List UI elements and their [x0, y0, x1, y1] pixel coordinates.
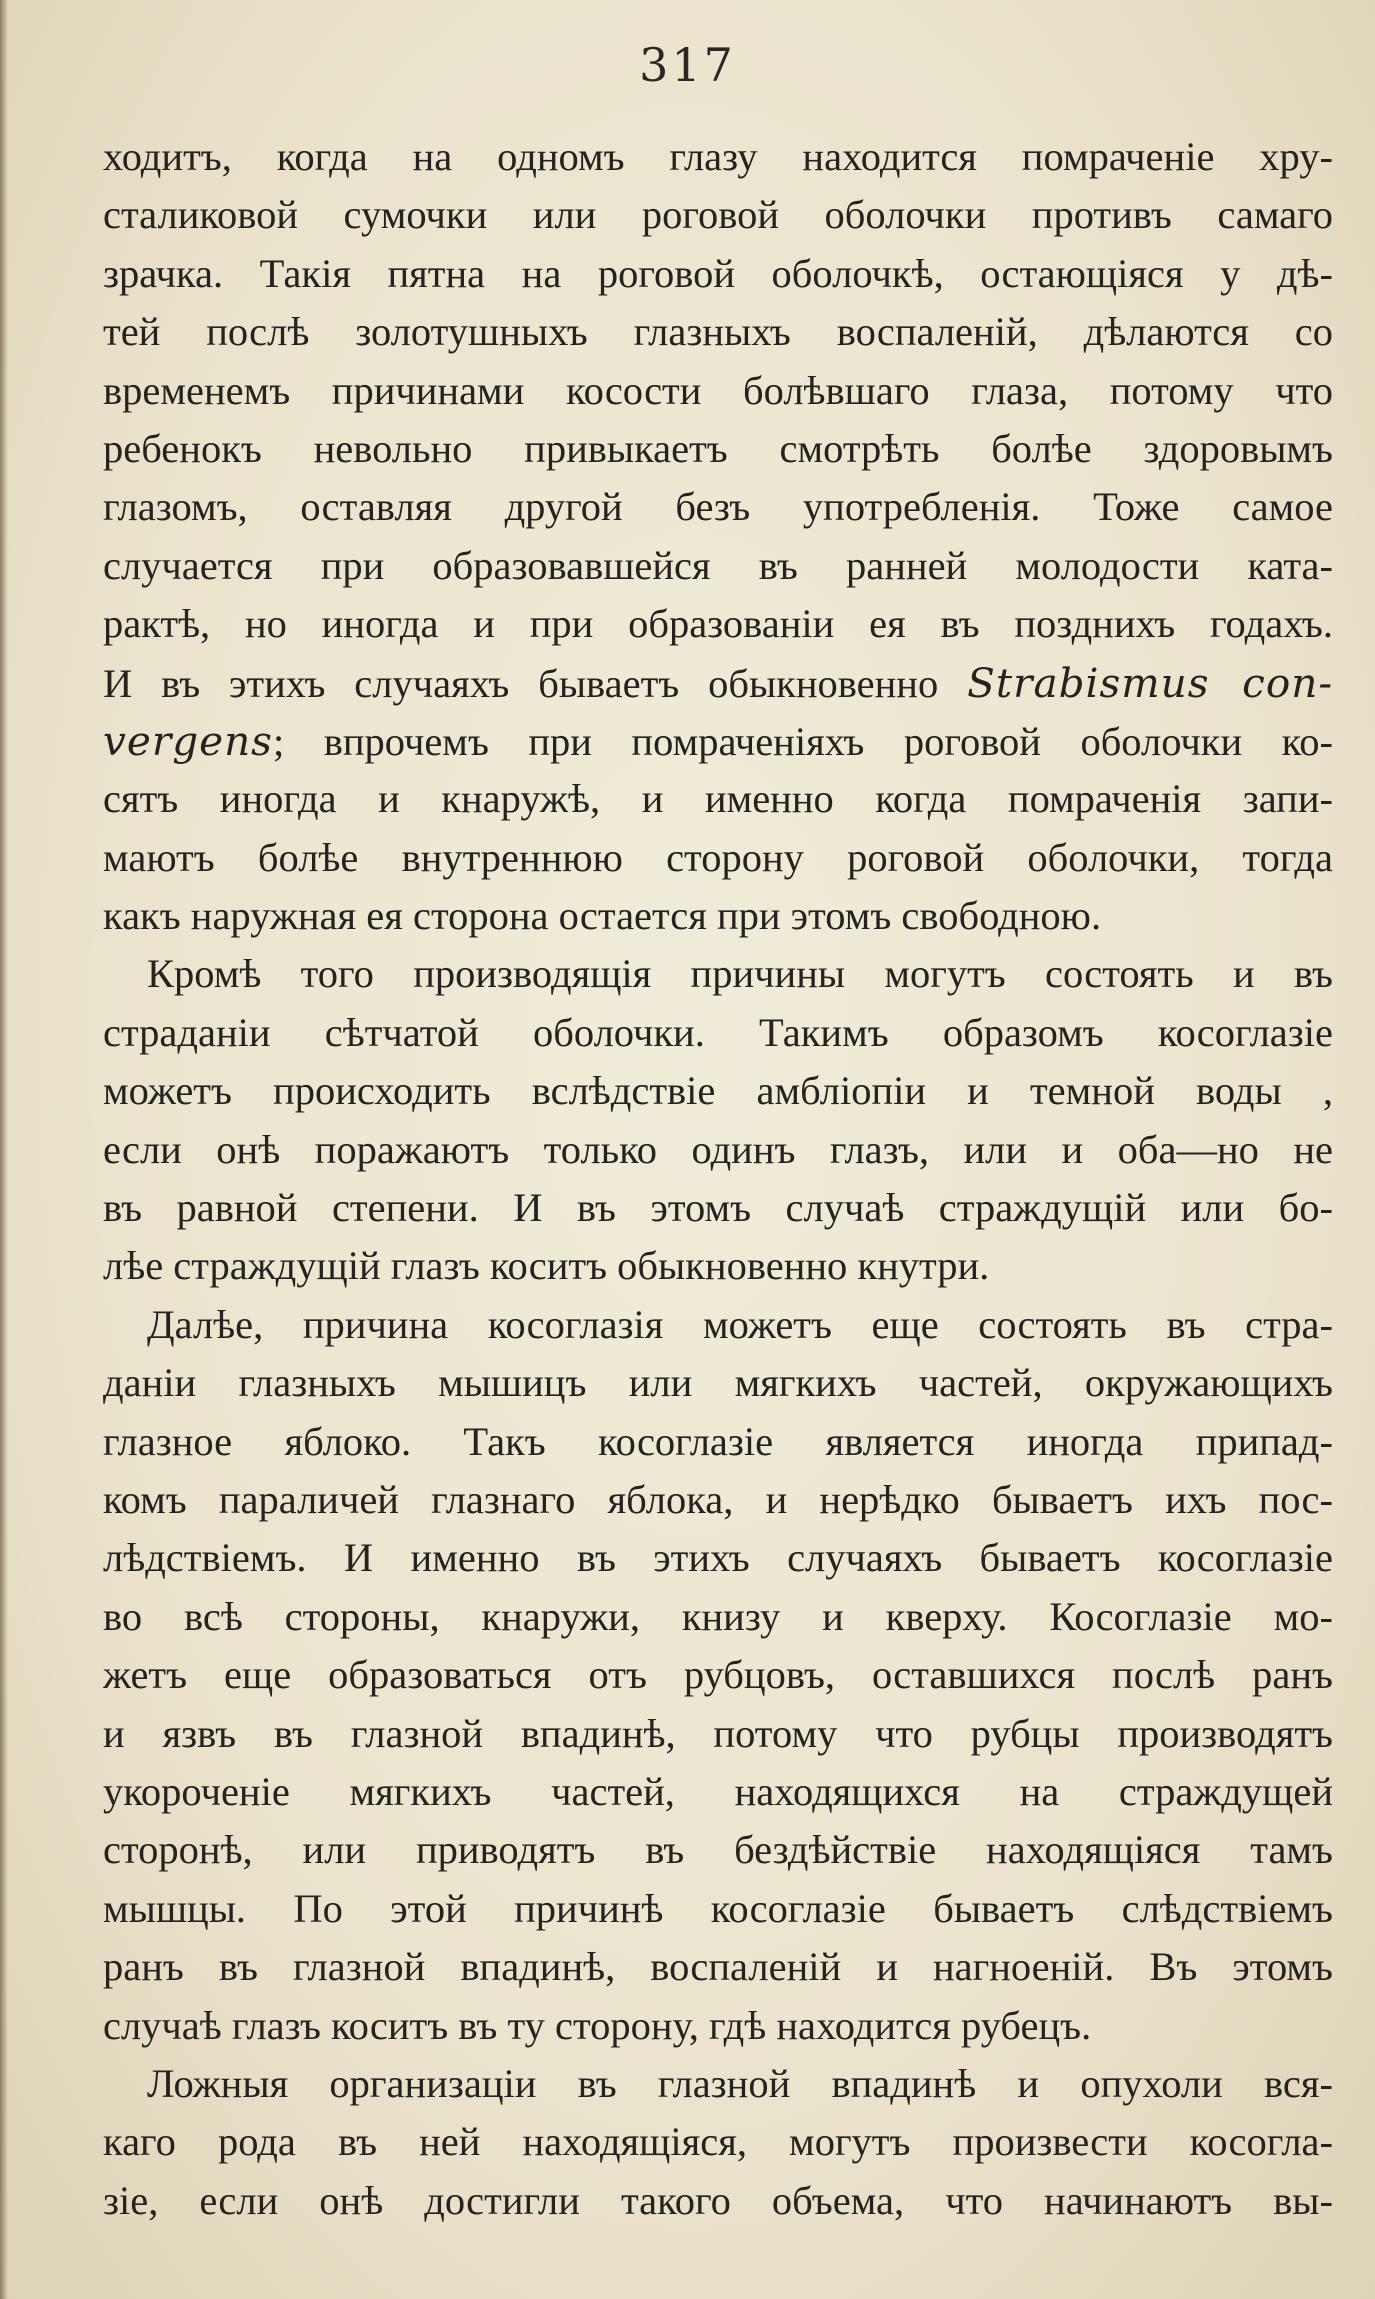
text-line: сталиковой сумочки или роговой оболочки противъ самаго	[103, 192, 1333, 238]
text-line: укороченіе мягкихъ частей, находящихся на страждущей	[103, 1768, 1333, 1814]
text-line: рактѣ, но иногда и при образованіи ея въ позднихъ годахъ.	[103, 601, 1333, 647]
text-line: зрачка. Такія пятна на роговой оболочкѣ, остающіяся у дѣ-	[103, 250, 1333, 296]
latin-term: vergens	[103, 716, 273, 765]
paragraph-first-line: Далѣе, причина косоглазія можетъ еще состоять въ стра-	[147, 1301, 1333, 1347]
text-line: глазомъ, оставляя другой безъ употребленія. Тоже самое	[103, 484, 1333, 530]
text-line: глазное яблоко. Такъ косоглазіе является иногда припад-	[103, 1418, 1333, 1464]
text-line: комъ параличей глазнаго яблока, и нерѣдко бываетъ ихъ пос-	[103, 1476, 1333, 1522]
paragraph-last-line: какъ наружная ея сторона остается при этомъ свободною.	[103, 893, 1102, 939]
text-line: лѣдствіемъ. И именно въ этихъ случаяхъ бываетъ косоглазіе	[103, 1535, 1333, 1581]
text-line: можетъ происходить вслѣдствіе амбліопіи и темной воды ,	[103, 1068, 1333, 1114]
text-line: жетъ еще образоваться отъ рубцовъ, оставшихся послѣ ранъ	[103, 1652, 1333, 1698]
text-line: если онѣ поражаютъ только одинъ глазъ, или и оба—но не	[103, 1126, 1333, 1172]
text-line: во всѣ стороны, кнаружи, книзу и кверху. Косоглазіе мо-	[103, 1593, 1333, 1639]
text-segment: ; впрочемъ при помраченіяхъ роговой оболочки ко-	[272, 718, 1333, 764]
text-line-with-latin	[103, 654, 1333, 712]
page-number: 317	[639, 38, 736, 92]
text-line: тей послѣ золотушныхъ глазныхъ воспаленій, дѣлаются со	[103, 309, 1333, 355]
text-line: даніи глазныхъ мышицъ или мягкихъ частей, окружающихъ	[103, 1360, 1333, 1406]
text-line: страданіи сѣтчатой оболочки. Такимъ образомъ косоглазіе	[103, 1009, 1333, 1055]
text-line: маютъ болѣе внутреннюю сторону роговой оболочки, тогда	[103, 834, 1333, 880]
text-line: ранъ въ глазной впадинѣ, воспаленій и нагноеній. Въ этомъ	[103, 1944, 1333, 1990]
text-line: зіе, если онѣ достигли такого объема, что начинаютъ вы-	[103, 2177, 1333, 2223]
text-line: мышцы. По этой причинѣ косоглазіе бываетъ слѣдствіемъ	[103, 1885, 1333, 1931]
text-line: случается при образовавшейся въ ранней молодости ката-	[103, 542, 1333, 588]
text-line: каго рода въ ней находящіяся, могутъ произвести косогла-	[103, 2119, 1333, 2165]
text-line-with-latin	[103, 712, 1333, 770]
text-line: временемъ причинами косости болѣвшаго глаза, потому что	[103, 367, 1333, 413]
paragraph-first-line: Ложныя организаціи въ глазной впадинѣ и опухоли вся-	[147, 2060, 1333, 2106]
latin-term: Strabismus con-	[967, 658, 1333, 707]
text-line: въ равной степени. И въ этомъ случаѣ страждущій или бо-	[103, 1185, 1333, 1231]
text-line: и язвъ въ глазной впадинѣ, потому что рубцы производятъ	[103, 1710, 1333, 1756]
paragraph-first-line: Кромѣ того производящія причины могутъ состоять и въ	[147, 951, 1333, 997]
text-segment: И въ этихъ случаяхъ бываетъ обыкновенно	[103, 660, 939, 706]
text-line: ребенокъ невольно привыкаетъ смотрѣть болѣе здоровымъ	[103, 425, 1333, 471]
paragraph-last-line: случаѣ глазъ коситъ въ ту сторону, гдѣ находится рубецъ.	[103, 2002, 1092, 2048]
body-text	[103, 128, 1333, 2230]
page-edge-shadow	[0, 0, 8, 2299]
text-line: сторонѣ, или приводятъ въ бездѣйствіе находящіяся тамъ	[103, 1827, 1333, 1873]
text-line: ходитъ, когда на одномъ глазу находится помраченіе хру-	[103, 134, 1333, 179]
text-line: сятъ иногда и кнаружѣ, и именно когда помраченія запи-	[103, 776, 1333, 822]
paragraph-last-line: лѣе страждущій глазъ коситъ обыкновенно кнутри.	[103, 1243, 990, 1289]
